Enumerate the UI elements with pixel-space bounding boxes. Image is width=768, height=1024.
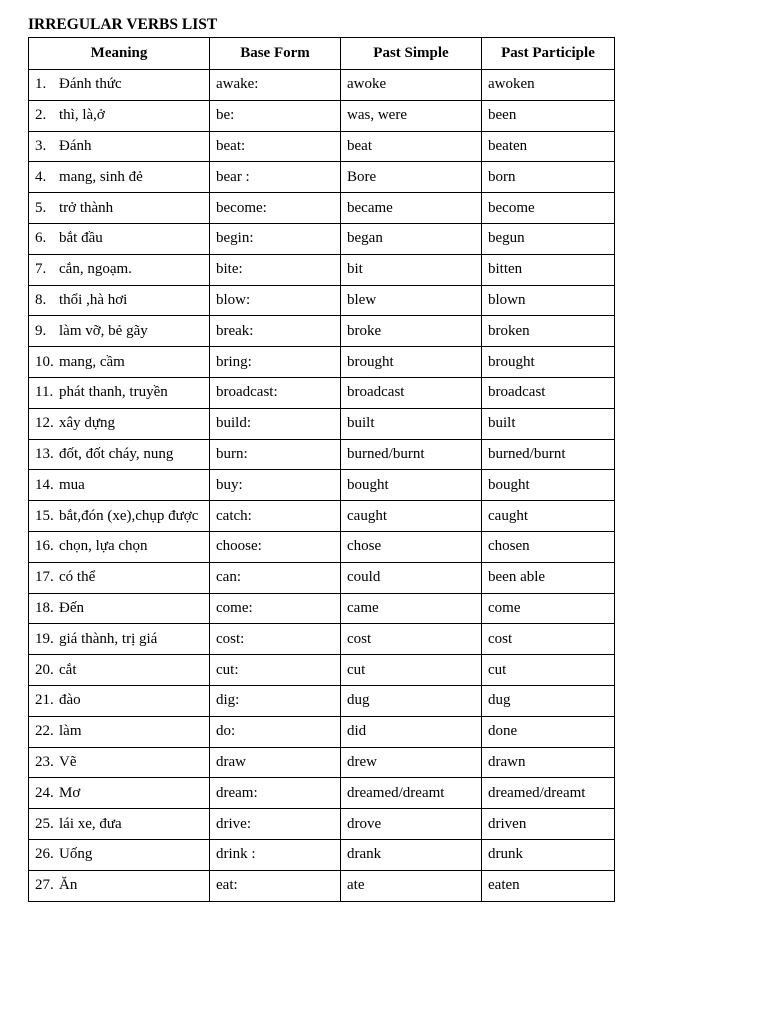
meaning-text: Đánh thức	[59, 76, 122, 93]
cell-past-simple: built	[341, 408, 482, 439]
cell-past-simple: drew	[341, 747, 482, 778]
table-row	[29, 531, 615, 562]
cell-past-simple: beat	[341, 131, 482, 162]
cell-past-participle: broadcast	[482, 377, 615, 408]
meaning-text: Đến	[59, 599, 84, 616]
table-row	[29, 162, 615, 193]
table-row	[29, 131, 615, 162]
cell-meaning	[29, 501, 210, 532]
cell-base-form: begin:	[210, 223, 341, 254]
table-row	[29, 716, 615, 747]
row-number: 16.	[35, 538, 54, 555]
meaning-text: mang, sinh đẻ	[59, 168, 143, 185]
cell-past-participle: eaten	[482, 870, 615, 901]
table-row	[29, 839, 615, 870]
page-title: IRREGULAR VERBS LIST	[28, 16, 218, 33]
cell-base-form: choose:	[210, 531, 341, 562]
meaning-text: mua	[59, 476, 85, 493]
cell-base-form: draw	[210, 747, 341, 778]
meaning-text: mang, cầm	[59, 353, 125, 370]
row-number: 4.	[35, 168, 47, 185]
table-row	[29, 655, 615, 686]
cell-past-participle: burned/burnt	[482, 439, 615, 470]
cell-past-simple: came	[341, 593, 482, 624]
meaning-text: Đánh	[59, 137, 92, 154]
cell-base-form: do:	[210, 716, 341, 747]
cell-past-simple: became	[341, 193, 482, 224]
cell-past-participle: bitten	[482, 254, 615, 285]
table-body	[29, 70, 615, 902]
cell-meaning	[29, 254, 210, 285]
header-meaning: Meaning	[29, 38, 210, 70]
cell-past-participle: chosen	[482, 531, 615, 562]
cell-past-participle: born	[482, 162, 615, 193]
cell-base-form: buy:	[210, 470, 341, 501]
cell-past-simple: was, were	[341, 100, 482, 131]
cell-past-simple: bit	[341, 254, 482, 285]
meaning-text: bắt đầu	[59, 230, 103, 247]
cell-past-participle: been able	[482, 562, 615, 593]
cell-past-participle: dug	[482, 685, 615, 716]
cell-meaning	[29, 839, 210, 870]
table-row	[29, 809, 615, 840]
cell-meaning	[29, 778, 210, 809]
cell-past-simple: caught	[341, 501, 482, 532]
cell-base-form: can:	[210, 562, 341, 593]
cell-meaning	[29, 316, 210, 347]
cell-past-simple: drank	[341, 839, 482, 870]
cell-past-simple: Bore	[341, 162, 482, 193]
table-row	[29, 408, 615, 439]
row-number: 3.	[35, 137, 47, 154]
row-number: 7.	[35, 261, 47, 278]
cell-meaning	[29, 223, 210, 254]
cell-meaning	[29, 716, 210, 747]
cell-meaning	[29, 624, 210, 655]
cell-base-form: come:	[210, 593, 341, 624]
cell-past-simple: dreamed/dreamt	[341, 778, 482, 809]
row-number: 5.	[35, 199, 47, 216]
cell-meaning	[29, 531, 210, 562]
cell-past-participle: bought	[482, 470, 615, 501]
meaning-text: xây dựng	[59, 415, 116, 432]
table-row	[29, 439, 615, 470]
cell-past-simple: did	[341, 716, 482, 747]
cell-base-form: beat:	[210, 131, 341, 162]
meaning-text: đốt, đốt cháy, nung	[59, 445, 174, 462]
cell-base-form: catch:	[210, 501, 341, 532]
cell-meaning	[29, 685, 210, 716]
row-number: 18.	[35, 599, 54, 616]
meaning-text: Ăn	[59, 877, 78, 894]
table-row	[29, 624, 615, 655]
cell-base-form: bear :	[210, 162, 341, 193]
cell-past-simple: broadcast	[341, 377, 482, 408]
table-row	[29, 254, 615, 285]
cell-past-simple: broke	[341, 316, 482, 347]
cell-past-simple: chose	[341, 531, 482, 562]
table-row	[29, 685, 615, 716]
cell-base-form: awake:	[210, 70, 341, 101]
cell-past-participle: drawn	[482, 747, 615, 778]
cell-meaning	[29, 162, 210, 193]
row-number: 23.	[35, 753, 54, 770]
meaning-text: thổi ,hà hơi	[59, 291, 128, 308]
cell-meaning	[29, 470, 210, 501]
meaning-text: Vẽ	[59, 753, 77, 770]
cell-past-participle: built	[482, 408, 615, 439]
row-number: 24.	[35, 784, 54, 801]
meaning-text: làm vỡ, bẻ gãy	[59, 322, 148, 339]
cell-past-simple: cost	[341, 624, 482, 655]
table-row	[29, 193, 615, 224]
cell-base-form: broadcast:	[210, 377, 341, 408]
row-number: 2.	[35, 107, 47, 124]
cell-meaning	[29, 809, 210, 840]
cell-past-participle: broken	[482, 316, 615, 347]
cell-past-simple: bought	[341, 470, 482, 501]
meaning-text: thì, là,ở	[59, 107, 105, 124]
cell-past-participle: drunk	[482, 839, 615, 870]
table-row	[29, 593, 615, 624]
cell-past-participle: come	[482, 593, 615, 624]
header-past-participle: Past Participle	[482, 38, 615, 70]
header-base-form: Base Form	[210, 38, 341, 70]
cell-past-simple: cut	[341, 655, 482, 686]
cell-past-participle: become	[482, 193, 615, 224]
row-number: 11.	[35, 384, 54, 401]
cell-past-simple: burned/burnt	[341, 439, 482, 470]
meaning-text: lái xe, đưa	[59, 815, 122, 832]
cell-meaning	[29, 408, 210, 439]
table-row	[29, 285, 615, 316]
cell-meaning	[29, 870, 210, 901]
meaning-text: cắn, ngoạm.	[59, 261, 132, 278]
cell-meaning	[29, 655, 210, 686]
meaning-text: làm	[59, 723, 82, 740]
table-row	[29, 870, 615, 901]
cell-past-participle: cost	[482, 624, 615, 655]
meaning-text: Mơ	[59, 784, 81, 801]
header-past-simple: Past Simple	[341, 38, 482, 70]
row-number: 26.	[35, 846, 54, 863]
row-number: 27.	[35, 877, 54, 894]
cell-past-participle: been	[482, 100, 615, 131]
row-number: 10.	[35, 353, 54, 370]
table-row	[29, 778, 615, 809]
table-row	[29, 501, 615, 532]
cell-base-form: blow:	[210, 285, 341, 316]
table-row	[29, 100, 615, 131]
cell-base-form: cut:	[210, 655, 341, 686]
cell-past-simple: awoke	[341, 70, 482, 101]
cell-meaning	[29, 377, 210, 408]
cell-past-participle: begun	[482, 223, 615, 254]
row-number: 22.	[35, 723, 54, 740]
table-row	[29, 70, 615, 101]
cell-meaning	[29, 747, 210, 778]
cell-meaning	[29, 100, 210, 131]
cell-meaning	[29, 131, 210, 162]
table-row	[29, 377, 615, 408]
cell-meaning	[29, 593, 210, 624]
cell-past-participle: caught	[482, 501, 615, 532]
cell-base-form: drink :	[210, 839, 341, 870]
cell-past-simple: could	[341, 562, 482, 593]
cell-base-form: dream:	[210, 778, 341, 809]
row-number: 6.	[35, 230, 47, 247]
row-number: 25.	[35, 815, 54, 832]
cell-base-form: be:	[210, 100, 341, 131]
row-number: 17.	[35, 569, 54, 586]
cell-past-simple: dug	[341, 685, 482, 716]
meaning-text: Uống	[59, 846, 93, 863]
cell-past-participle: dreamed/dreamt	[482, 778, 615, 809]
meaning-text: bắt,đón (xe),chụp được	[59, 507, 199, 524]
table-row	[29, 470, 615, 501]
cell-past-participle: beaten	[482, 131, 615, 162]
table-row	[29, 562, 615, 593]
meaning-text: phát thanh, truyền	[59, 384, 168, 401]
meaning-text: giá thành, trị giá	[59, 630, 158, 647]
cell-past-simple: blew	[341, 285, 482, 316]
row-number: 9.	[35, 322, 47, 339]
table-row	[29, 347, 615, 378]
cell-past-participle: brought	[482, 347, 615, 378]
cell-base-form: drive:	[210, 809, 341, 840]
cell-base-form: burn:	[210, 439, 341, 470]
row-number: 20.	[35, 661, 54, 678]
row-number: 21.	[35, 692, 54, 709]
cell-past-simple: began	[341, 223, 482, 254]
cell-base-form: cost:	[210, 624, 341, 655]
row-number: 12.	[35, 415, 54, 432]
table-header-row	[29, 38, 615, 70]
cell-meaning	[29, 562, 210, 593]
cell-past-simple: drove	[341, 809, 482, 840]
meaning-text: đào	[59, 692, 81, 709]
cell-meaning	[29, 347, 210, 378]
row-number: 8.	[35, 291, 47, 308]
cell-base-form: bite:	[210, 254, 341, 285]
meaning-text: trở thành	[59, 199, 114, 216]
cell-past-simple: ate	[341, 870, 482, 901]
table-row	[29, 747, 615, 778]
table-row	[29, 316, 615, 347]
cell-base-form: dig:	[210, 685, 341, 716]
table-row	[29, 223, 615, 254]
meaning-text: cắt	[59, 661, 77, 678]
cell-past-simple: brought	[341, 347, 482, 378]
cell-meaning	[29, 439, 210, 470]
cell-meaning	[29, 70, 210, 101]
cell-base-form: bring:	[210, 347, 341, 378]
row-number: 15.	[35, 507, 54, 524]
cell-past-participle: blown	[482, 285, 615, 316]
cell-meaning	[29, 285, 210, 316]
cell-meaning	[29, 193, 210, 224]
cell-base-form: become:	[210, 193, 341, 224]
cell-base-form: build:	[210, 408, 341, 439]
cell-base-form: break:	[210, 316, 341, 347]
irregular-verbs-table	[28, 37, 615, 902]
cell-base-form: eat:	[210, 870, 341, 901]
cell-past-participle: awoken	[482, 70, 615, 101]
row-number: 19.	[35, 630, 54, 647]
cell-past-participle: cut	[482, 655, 615, 686]
cell-past-participle: done	[482, 716, 615, 747]
meaning-text: có thể	[59, 569, 96, 586]
row-number: 14.	[35, 476, 54, 493]
meaning-text: chọn, lựa chọn	[59, 538, 148, 555]
row-number: 1.	[35, 76, 47, 93]
row-number: 13.	[35, 445, 54, 462]
cell-past-participle: driven	[482, 809, 615, 840]
